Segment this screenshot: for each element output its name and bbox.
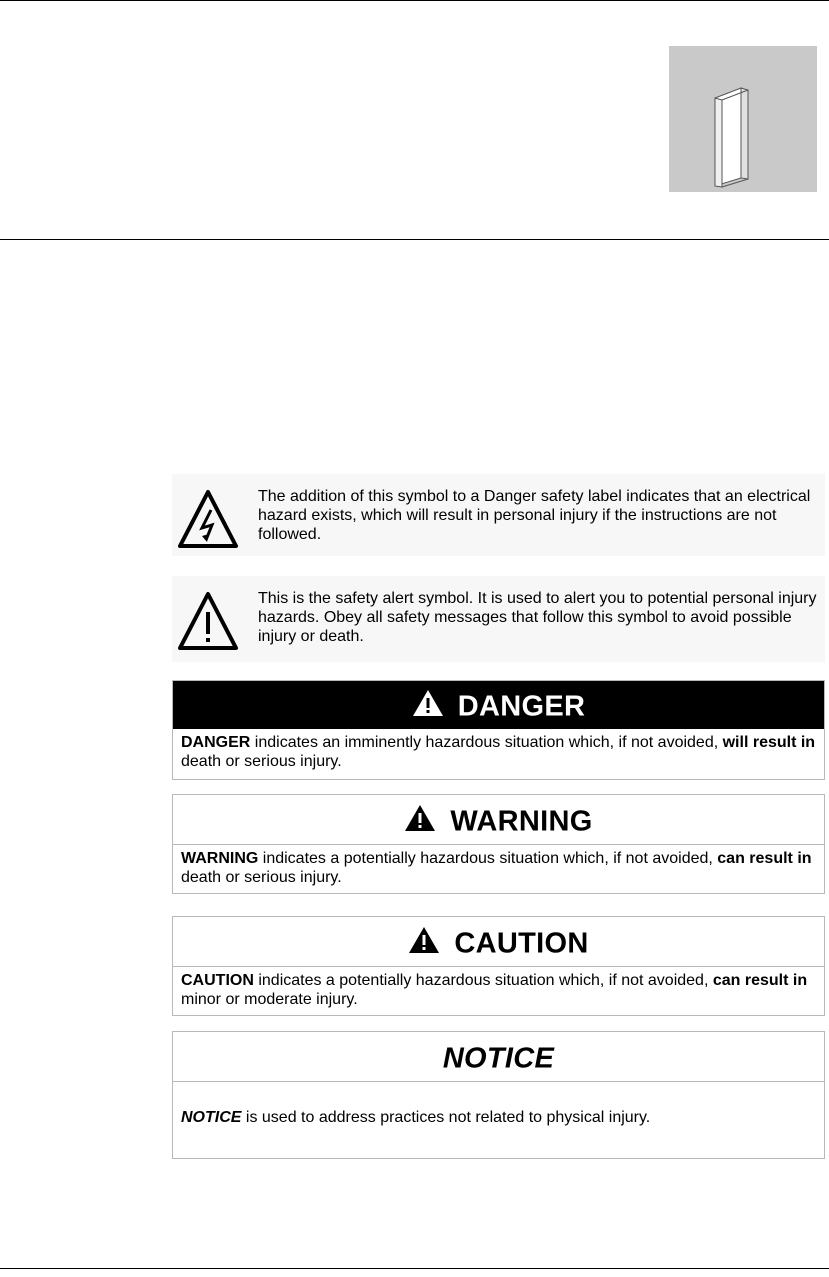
warning-description [173, 845, 824, 887]
caution-text-1: indicates a potentially hazardous situation which, if not avoided, [253, 972, 713, 989]
notice-lead: NOTICE [181, 1109, 242, 1126]
danger-message-box [172, 680, 825, 780]
electrical-hazard-icon [176, 488, 240, 550]
caution-lead: CAUTION [181, 972, 254, 989]
warning-message-box [172, 794, 825, 894]
notice-description [173, 1082, 824, 1127]
caution-emphasis: can result in [712, 972, 808, 989]
safety-alert-description: This is the safety alert symbol. It is used to alert you to potential personal injury hazards. Obey all safety messages that follow this symbol to avoid possible injury or death. [258, 590, 817, 645]
notice-header [173, 1032, 824, 1082]
warning-text-1: indicates a potentially hazardous situation which, if not avoided, [258, 850, 718, 867]
caution-description [173, 967, 824, 1009]
warning-title: WARNING [450, 805, 593, 838]
notice-text-1: is used to address practices not related to physical injury. [241, 1109, 651, 1126]
danger-description [173, 729, 824, 771]
safety-alert-icon [176, 590, 240, 652]
warning-emphasis: can result in [717, 850, 812, 867]
top-rule [0, 0, 829, 1]
danger-text-2: death or serious injury. [181, 753, 342, 770]
electrical-hazard-description: The addition of this symbol to a Danger safety label indicates that an electrical hazard exists, which will result in personal injury if the instructions are not followed. [258, 488, 811, 543]
warning-lead: WARNING [181, 850, 259, 867]
warning-triangle-icon [412, 689, 444, 717]
book-icon [669, 46, 817, 192]
safety-alert-panel [172, 576, 825, 662]
danger-text-1: indicates an imminently hazardous situation which, if not avoided, [250, 734, 723, 751]
caution-text-2: minor or moderate injury. [181, 991, 358, 1008]
electrical-hazard-panel [172, 474, 825, 556]
danger-lead: DANGER [181, 734, 251, 751]
warning-header [173, 795, 824, 845]
bottom-rule [0, 1268, 829, 1269]
notice-message-box [172, 1031, 825, 1159]
book-icon-box [669, 46, 817, 192]
notice-title: NOTICE [442, 1042, 555, 1075]
warning-text-2: death or serious injury. [181, 869, 342, 886]
header-divider [0, 239, 829, 240]
caution-header [173, 917, 824, 967]
danger-emphasis: will result in [722, 734, 816, 751]
warning-triangle-icon [408, 926, 440, 954]
caution-title: CAUTION [454, 927, 589, 960]
danger-title: DANGER [457, 690, 586, 723]
caution-message-box [172, 916, 825, 1016]
danger-header [173, 681, 824, 729]
warning-triangle-icon [404, 804, 436, 832]
